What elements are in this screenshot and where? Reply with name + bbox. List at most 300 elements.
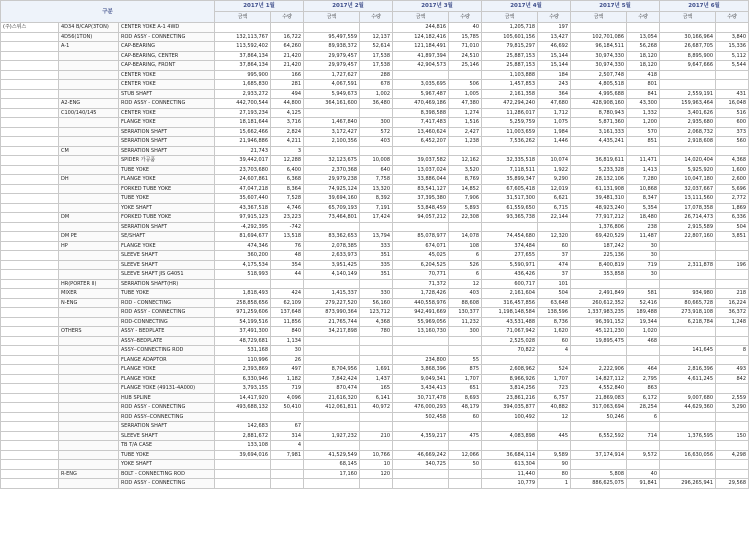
amount-cell: 100,492 [482,412,538,422]
qty-cell [360,23,393,33]
amount-cell [393,336,449,346]
item-cell: TUBE YOKE [119,450,215,460]
qty-cell: 13,794 [360,232,393,242]
qty-cell: 37 [538,270,571,280]
amount-cell [393,70,449,80]
item-cell: FLANGE YOKE (49131-4A000) [119,384,215,394]
qty-cell: 723 [538,384,571,394]
qty-cell: 6,757 [538,393,571,403]
table-row [1,431,749,441]
qty-cell: 2,600 [716,175,749,185]
amount-cell [660,441,716,451]
amount-cell: 65,709,193 [304,203,360,213]
qty-cell: 445 [538,431,571,441]
amount-cell: 472,294,240 [482,99,538,109]
amount-cell: 493,688,132 [215,403,271,413]
table-row [1,384,749,394]
qty-cell [716,251,749,261]
qty-cell: 354 [271,260,304,270]
amount-cell [571,460,627,470]
table-row [1,460,749,470]
amount-cell: 3,172,427 [304,127,360,137]
model-cell [59,270,119,280]
amount-cell [393,146,449,156]
qty-cell: 6 [627,412,660,422]
amount-cell: 73,464,801 [304,213,360,223]
amount-cell [304,222,360,232]
table-row [1,317,749,327]
qty-cell: 11,232 [449,317,482,327]
amount-cell [393,222,449,232]
amount-cell: 35,899,347 [482,175,538,185]
amount-cell: 2,507,748 [571,70,627,80]
qty-cell: 570 [627,127,660,137]
qty-cell: 12 [449,279,482,289]
qty-cell: 13,427 [538,32,571,42]
amount-cell: 2,881,672 [215,431,271,441]
qty-cell: 1,005 [449,89,482,99]
amount-cell: 124,182,416 [393,32,449,42]
qty-cell: 1,332 [627,108,660,118]
qty-cell: 1,516 [449,118,482,128]
amount-cell: 54,199,516 [215,317,271,327]
qty-cell: 497 [271,365,304,375]
item-cell: CENTER YOKE [119,80,215,90]
qty-cell: 863 [627,384,660,394]
table-row [1,213,749,223]
qty-cell [716,70,749,80]
amount-cell: 674,071 [393,241,449,251]
amount-cell: 1,198,148,584 [482,308,538,318]
qty-cell: 1,600 [716,165,749,175]
qty-cell: 8,392 [360,194,393,204]
amount-cell: 1,337,983,235 [571,308,627,318]
qty-cell: 6,621 [538,194,571,204]
qty-cell: 4,125 [271,108,304,118]
table-row [1,137,749,147]
qty-cell: 1,002 [360,89,393,99]
qty-cell [449,441,482,451]
model-cell [59,365,119,375]
amount-cell: 32,037,667 [660,184,716,194]
qty-cell: 1,182 [271,374,304,384]
model-cell: HR(PORTER II) [59,279,119,289]
qty-cell: 281 [271,80,304,90]
group-header: 구분 [1,1,215,23]
item-cell: ROD ASSY - CONNECTING [119,308,215,318]
company-cell [1,469,59,479]
qty-cell: 581 [627,289,660,299]
qty-cell: 25,146 [449,61,482,71]
qty-cell: 18,480 [627,213,660,223]
item-cell: ROD ASSY--CONNECTING [119,412,215,422]
amount-cell [660,355,716,365]
qty-cell [449,346,482,356]
company-cell [1,213,59,223]
company-cell [1,175,59,185]
amount-cell: 296,265,941 [660,479,716,489]
amount-cell: 14,827,112 [571,374,627,384]
qty-cell: 7,280 [627,175,660,185]
table-row [1,355,749,365]
company-cell [1,99,59,109]
qty-cell: 1,200 [627,118,660,128]
item-cell: SLEEVE SHAFT [119,260,215,270]
qty-cell: 9,589 [538,450,571,460]
qty-cell: 1,446 [538,137,571,147]
amount-cell [660,23,716,33]
qty-cell: 11,856 [271,317,304,327]
table-row [1,279,749,289]
amount-cell: 2,393,869 [215,365,271,375]
amount-cell: 995,900 [215,70,271,80]
amount-cell: 531,168 [215,346,271,356]
amount-cell: 34,217,898 [304,327,360,337]
amount-cell: 374,484 [482,241,538,251]
amount-cell: 277,655 [482,251,538,261]
qty-cell: 50 [449,460,482,470]
qty-cell: 6,715 [538,203,571,213]
model-cell [59,355,119,365]
amount-cell: 394,035,877 [482,403,538,413]
amount-cell: 3,161,333 [571,127,627,137]
amount-cell: 5,590,971 [482,260,538,270]
amount-cell: 79,815,297 [482,42,538,52]
qty-cell [627,346,660,356]
qty-cell: 1,274 [449,108,482,118]
qty-cell: 11,487 [627,232,660,242]
qty-cell: 7,528 [271,194,304,204]
amount-cell: 25,887,153 [482,61,538,71]
qty-cell [716,80,749,90]
qty-cell: 14,852 [449,184,482,194]
item-cell: ROD-CONNECTING [119,317,215,327]
qty-cell: 19,344 [627,317,660,327]
company-cell [1,479,59,489]
amount-cell: 6,218,784 [660,317,716,327]
qty-cell: 138,596 [538,308,571,318]
item-cell: ROD ASSY - CONNECTING [119,479,215,489]
amount-header: 금액 [660,12,716,23]
company-cell [1,374,59,384]
amount-cell: 30,974,330 [571,61,627,71]
table-row [1,203,749,213]
model-cell [59,61,119,71]
qty-cell: 333 [360,241,393,251]
amount-cell: 14,417,920 [215,393,271,403]
qty-cell: 4,368 [716,156,749,166]
qty-cell: 3 [271,146,304,156]
amount-cell: 16,630,056 [660,450,716,460]
model-cell: OTHERS [59,327,119,337]
month-header: 2017년 1월 [215,1,304,12]
qty-cell: 651 [449,384,482,394]
item-cell: ASSY - BEDPLATE [119,327,215,337]
amount-cell: 2,222,906 [571,365,627,375]
amount-cell: 870,474 [304,384,360,394]
item-cell: CAP-BEARING, CENTER [119,51,215,61]
item-cell: SPIDER 가공품 [119,156,215,166]
amount-cell: 71,067,942 [482,327,538,337]
company-cell [1,222,59,232]
qty-cell [360,346,393,356]
amount-cell [215,23,271,33]
amount-cell: 96,391,152 [571,317,627,327]
model-cell [59,194,119,204]
amount-cell: 10,779 [482,479,538,489]
amount-cell: 29,979,238 [304,175,360,185]
qty-cell: 840 [271,327,304,337]
amount-cell: 14,020,404 [660,156,716,166]
amount-cell: 3,401,626 [660,108,716,118]
qty-header: 수량 [360,12,393,23]
qty-cell: 1,238 [449,137,482,147]
model-cell [59,165,119,175]
amount-cell: 3,951,425 [304,260,360,270]
qty-cell: 524 [538,365,571,375]
model-cell [59,137,119,147]
amount-cell: 30,717,478 [393,393,449,403]
model-cell [59,431,119,441]
qty-cell: 44 [271,270,304,280]
model-cell: A-1 [59,42,119,52]
amount-cell: 234,800 [393,355,449,365]
amount-cell: 2,816,396 [660,365,716,375]
item-cell: FLANGE YOKE [119,241,215,251]
qty-cell: 43,300 [627,99,660,109]
item-cell: TB T/A CASE [119,441,215,451]
company-cell [1,450,59,460]
amount-cell: 71,372 [393,279,449,289]
model-cell [59,374,119,384]
qty-cell: 23,223 [271,213,304,223]
amount-cell: 21,869,083 [571,393,627,403]
amount-cell: 81,694,677 [215,232,271,242]
amount-cell: 2,525,028 [482,336,538,346]
amount-cell: 5,259,759 [482,118,538,128]
company-cell [1,384,59,394]
amount-cell: 50,246 [571,412,627,422]
amount-cell: 2,915,589 [660,222,716,232]
qty-cell: 47,680 [538,99,571,109]
qty-cell: 4,096 [271,393,304,403]
model-cell: R-ENG [59,469,119,479]
qty-cell: 18,120 [627,51,660,61]
amount-cell [660,469,716,479]
table-row [1,327,749,337]
qty-cell: 1,413 [627,165,660,175]
amount-cell: 873,990,364 [304,308,360,318]
qty-cell: 11,471 [627,156,660,166]
amount-cell: 141,645 [660,346,716,356]
model-cell [59,403,119,413]
qty-cell: 714 [627,431,660,441]
amount-cell: 470,469,186 [393,99,449,109]
amount-cell: 2,100,356 [304,137,360,147]
amount-cell: 21,743 [215,146,271,156]
table-row [1,32,749,42]
qty-cell: 10,766 [360,450,393,460]
qty-cell: 184 [538,70,571,80]
amount-cell: 474,346 [215,241,271,251]
qty-cell: 6,141 [360,393,393,403]
qty-cell [716,279,749,289]
amount-cell: 80,665,728 [660,298,716,308]
table-row [1,422,749,432]
amount-cell: 29,979,457 [304,51,360,61]
amount-cell: 37,864,134 [215,61,271,71]
amount-cell [304,412,360,422]
amount-cell: 5,233,328 [571,165,627,175]
qty-cell: 474 [538,260,571,270]
qty-cell: 475 [449,431,482,441]
model-cell [59,127,119,137]
company-cell [1,308,59,318]
qty-cell: 40 [449,23,482,33]
amount-cell [660,80,716,90]
amount-cell: 4,175,534 [215,260,271,270]
amount-header: 금액 [304,12,360,23]
amount-cell: 45,121,230 [571,327,627,337]
qty-cell: 238 [627,222,660,232]
qty-cell: 801 [627,80,660,90]
item-cell: ROD - CONNECTING [119,298,215,308]
amount-cell [393,422,449,432]
qty-cell: 22,144 [538,213,571,223]
company-cell [1,298,59,308]
amount-cell: 2,078,385 [304,241,360,251]
amount-cell: 4,611,245 [660,374,716,384]
item-cell: ASSY--CONNECTING ROD [119,346,215,356]
amount-cell: 7,536,262 [482,137,538,147]
table-row [1,403,749,413]
amount-cell: 3,814,256 [482,384,538,394]
amount-cell: 6,552,592 [571,431,627,441]
amount-cell: 19,895,475 [571,336,627,346]
qty-cell [271,469,304,479]
qty-cell [716,146,749,156]
qty-cell: 24,510 [449,51,482,61]
qty-cell: 719 [627,260,660,270]
qty-cell: 600 [716,118,749,128]
table-row [1,308,749,318]
qty-cell: 7,981 [271,450,304,460]
qty-cell: 10,008 [360,156,393,166]
amount-cell [660,270,716,280]
qty-cell: 418 [627,70,660,80]
qty-cell: 8 [716,346,749,356]
amount-cell [660,422,716,432]
qty-cell: 351 [360,270,393,280]
qty-cell: 36,480 [360,99,393,109]
qty-cell [360,422,393,432]
amount-cell: 13,460,624 [393,127,449,137]
amount-cell: 316,457,856 [482,298,538,308]
item-cell: FORKED TUBE YOKE [119,213,215,223]
qty-cell: 46,692 [538,42,571,52]
qty-cell: 218 [716,289,749,299]
qty-cell: 15,144 [538,51,571,61]
amount-cell: 132,113,767 [215,32,271,42]
company-cell [1,460,59,470]
amount-cell: 6,452,207 [393,137,449,147]
amount-cell: 279,227,520 [304,298,360,308]
amount-cell: 39,694,016 [215,450,271,460]
qty-cell: 403 [449,289,482,299]
table-row [1,374,749,384]
month-header: 2017년 5월 [571,1,660,12]
amount-cell [215,469,271,479]
qty-header: 수량 [538,12,571,23]
amount-cell: 8,780,943 [571,108,627,118]
qty-cell [360,108,393,118]
table-row [1,118,749,128]
company-cell [1,89,59,99]
qty-cell: 4,298 [716,450,749,460]
model-cell: HP [59,241,119,251]
qty-cell [627,23,660,33]
amount-cell: 70,822 [482,346,538,356]
amount-header: 금액 [393,12,449,23]
table-row [1,441,749,451]
amount-cell: 48,923,240 [571,203,627,213]
qty-cell [360,479,393,489]
qty-cell: 1,712 [538,108,571,118]
amount-cell: 36,819,611 [571,156,627,166]
amount-cell: 121,184,491 [393,42,449,52]
company-cell [1,194,59,204]
qty-cell: 12,137 [360,32,393,42]
qty-cell: 210 [360,431,393,441]
amount-cell: 442,700,544 [215,99,271,109]
amount-cell: 8,398,588 [393,108,449,118]
model-cell [59,460,119,470]
qty-cell: 572 [360,127,393,137]
qty-cell: 3,851 [716,232,749,242]
amount-cell [215,460,271,470]
amount-cell: 89,938,372 [304,42,360,52]
qty-cell: 22,308 [449,213,482,223]
item-cell: SERRATION SHAFT [119,137,215,147]
table-row [1,165,749,175]
qty-cell: 52,614 [360,42,393,52]
amount-cell: 37,491,300 [215,327,271,337]
qty-cell [716,460,749,470]
qty-cell: 48 [271,251,304,261]
amount-cell: 21,946,886 [215,137,271,147]
amount-cell: 2,559,191 [660,89,716,99]
company-cell [1,80,59,90]
company-cell [1,412,59,422]
qty-header: 수량 [716,12,749,23]
table-row [1,346,749,356]
table-row [1,270,749,280]
qty-cell: 504 [716,222,749,232]
amount-cell: 13,160,730 [393,327,449,337]
amount-cell [393,479,449,489]
qty-cell: 130,377 [449,308,482,318]
model-cell [59,346,119,356]
item-cell: FORKED TUBE YOKE [119,184,215,194]
amount-cell: 77,917,212 [571,213,627,223]
amount-cell [304,479,360,489]
qty-cell: 243 [538,80,571,90]
amount-cell: 41,897,394 [393,51,449,61]
amount-cell: 133,108 [215,441,271,451]
amount-cell: 364,161,600 [304,99,360,109]
qty-header: 수량 [449,12,482,23]
company-cell [1,289,59,299]
